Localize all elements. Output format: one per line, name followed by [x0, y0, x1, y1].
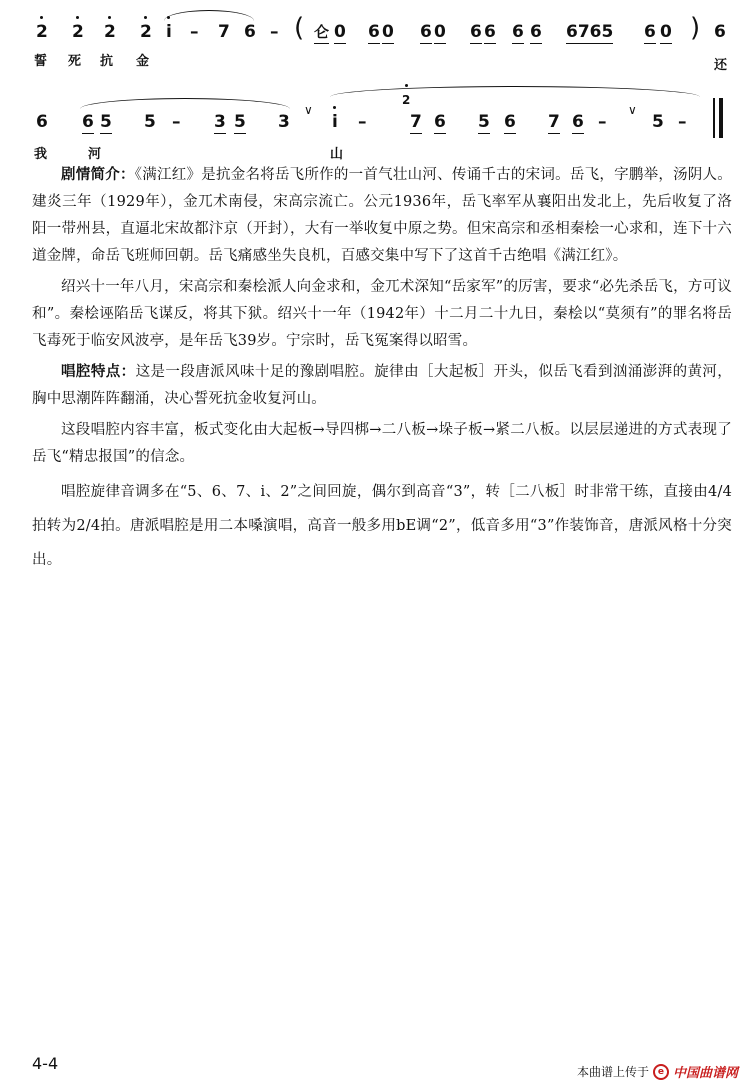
upload-credit: [577, 1062, 738, 1081]
note: 6: [36, 112, 48, 132]
slur: [80, 98, 290, 109]
note: 5: [234, 112, 246, 132]
paragraph-body: 唱腔旋律音调多在“5、6、7、i、2”之间回旋，偶尔到高音“3”，转［二八板］时非常干练，直接由4/4拍转为2/4拍。唐派唱腔是用二本嗓演唱，高音一般多用bE调“2”，低音多用“3”作装饰音，唐派风格十分突出。: [32, 484, 732, 568]
slur: [330, 86, 700, 97]
note: 2: [36, 22, 48, 42]
paragraph-label: 剧情简介：: [61, 167, 135, 183]
paragraph-history: [32, 274, 732, 355]
note: 6: [420, 22, 432, 42]
note: 3: [278, 112, 290, 132]
note: 2: [140, 22, 152, 42]
paragraph-body: 这段唱腔内容丰富，板式变化由大起板→导四梆→二八板→垛子板→紧二八板。以层层递进的方式表现了岳飞“精忠报国”的信念。: [32, 422, 732, 465]
site-logo-text: 中国曲谱网: [672, 1066, 738, 1081]
note: 0: [382, 22, 394, 42]
note: 7: [410, 112, 422, 132]
note: 5: [100, 112, 112, 132]
note: 2: [104, 22, 116, 42]
paragraph-features: [32, 359, 732, 413]
slur: [164, 10, 254, 21]
lyric: 死: [68, 54, 82, 69]
final-barline-thick: [719, 98, 723, 138]
note: 6: [82, 112, 94, 132]
note: 6: [470, 22, 482, 42]
lyric: 河: [88, 147, 102, 162]
note: 0: [334, 22, 346, 42]
breath-mark: ∨: [304, 103, 313, 117]
note: 7: [548, 112, 560, 132]
note: 0: [434, 22, 446, 42]
paragraph-label: 唱腔特点：: [61, 364, 136, 380]
note: 6: [244, 22, 256, 42]
note: 6: [572, 112, 584, 132]
note: 5: [652, 112, 664, 132]
paragraph-body: 绍兴十一年八月，宋高宗和秦桧派人向金求和，金兀术深知“岳家军”的厉害，要求“必先杀岳飞，方可议和”。秦桧诬陷岳飞谋反，将其下狱。绍兴十一年（1942年）十二月二十九日，秦桧以“莫须有”的罪名将岳飞毒死于临安风波亭，是年岳飞39岁。宁宗时，岳飞冤案得以昭雪。: [32, 279, 732, 349]
dash: –: [270, 22, 279, 42]
description-text: [32, 162, 732, 581]
note: 3: [214, 112, 226, 132]
lyric: 还: [714, 58, 728, 73]
page-number: 4-4: [32, 1054, 59, 1073]
lyric: 山: [330, 147, 344, 162]
note: i: [166, 22, 172, 42]
dash: –: [678, 112, 687, 132]
lyric: 誓: [34, 54, 48, 69]
lyric: 我: [34, 147, 48, 162]
lyric: 金: [136, 54, 150, 69]
note-group: 6765: [566, 22, 614, 42]
note: i: [332, 112, 338, 132]
note: 7: [218, 22, 230, 42]
paren-open: (: [294, 13, 305, 43]
paragraph-structure: [32, 417, 732, 471]
final-barline-thin: [713, 98, 715, 138]
notation-row-2: [0, 93, 750, 152]
site-logo-icon: e: [653, 1064, 669, 1080]
note: 6: [512, 22, 524, 42]
note: 0: [660, 22, 672, 42]
note: 5: [144, 112, 156, 132]
paragraph-melody: [32, 475, 732, 577]
note: 6: [434, 112, 446, 132]
paren-close: ): [690, 13, 701, 43]
grace-note: 2: [402, 90, 410, 110]
note: 6: [644, 22, 656, 42]
note: 6: [368, 22, 380, 42]
note: 5: [478, 112, 490, 132]
dash: –: [358, 112, 367, 132]
note: 6: [504, 112, 516, 132]
paragraph-synopsis: [32, 162, 732, 270]
paragraph-body: 这是一段唐派风味十足的豫剧唱腔。旋律由［大起板］开头，似岳飞看到汹涌澎湃的黄河，胸中思潮阵阵翻涌，决心誓死抗金收复河山。: [32, 364, 733, 407]
note: 仑: [314, 22, 329, 44]
note: 2: [72, 22, 84, 42]
note: 6: [484, 22, 496, 42]
paragraph-body: 《满江红》是抗金名将岳飞所作的一首气壮山河、传诵千古的宋词。岳飞，字鹏举，汤阴人。建炎三年（1929年），金兀术南侵，宋高宗流亡。公元1936年，岳飞率军从襄阳出发北上，先后收复了洛阳一带州县，直逼北宋故都汴京（开封），大有一举收复中原之势。但宋高宗和丞相秦桧一心求和，连下十六道金牌，命岳飞班师回朝。岳飞痛感坐失良机，百感交集中写下了这首千古绝唱《满江红》。: [32, 167, 732, 264]
upload-text: 本曲谱上传于: [576, 1065, 649, 1079]
lyric: 抗: [100, 54, 114, 69]
breath-mark: ∨: [628, 103, 637, 117]
dash: –: [598, 112, 607, 132]
dash: –: [190, 22, 199, 42]
note: 6: [530, 22, 542, 42]
note: 6: [714, 22, 726, 42]
dash: –: [172, 112, 181, 132]
